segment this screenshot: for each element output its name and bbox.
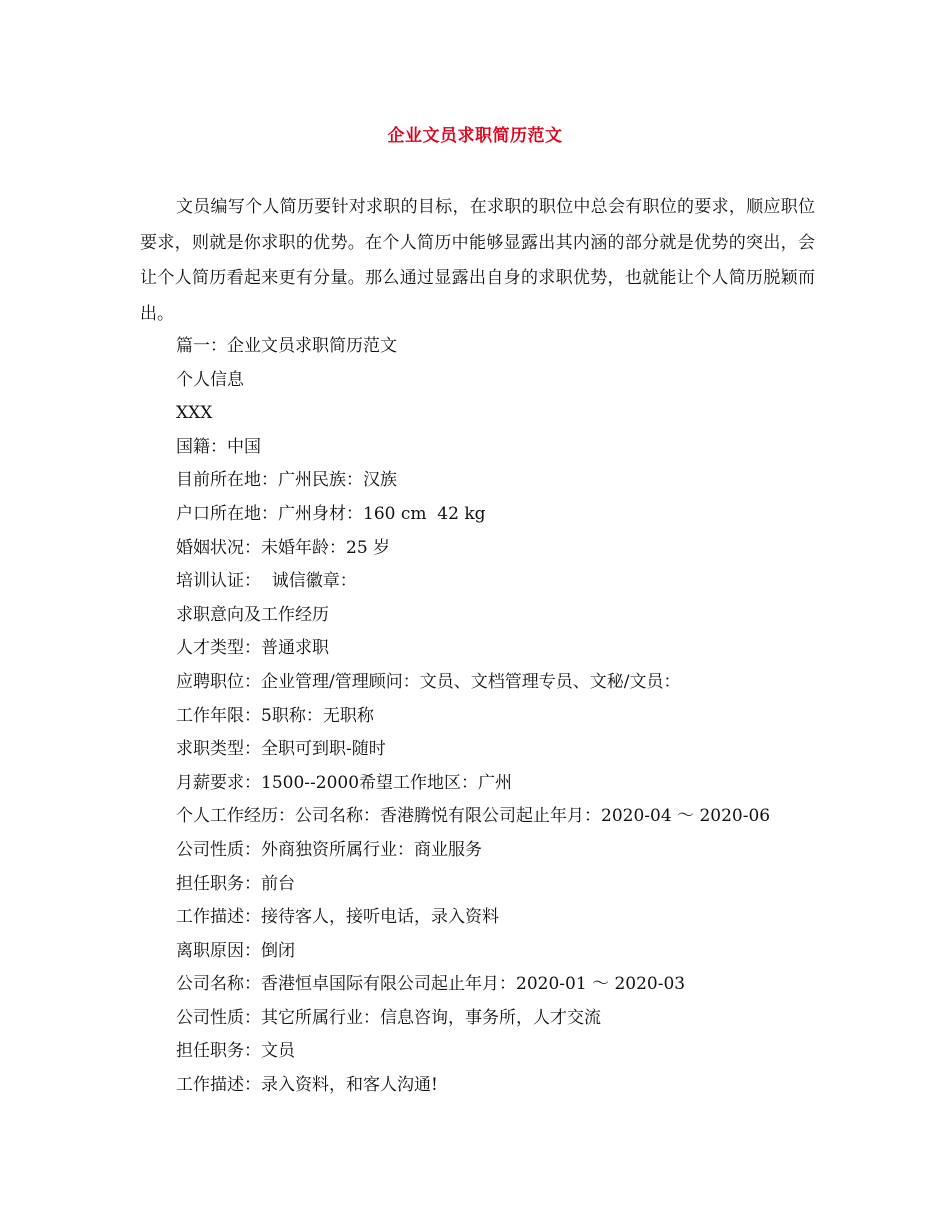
- line-role-2: 担任职务：文员: [176, 1041, 295, 1062]
- line-description-1: 工作描述：接待客人，接听电话，录入资料: [176, 907, 499, 928]
- line-nationality: 国籍：中国: [176, 436, 261, 457]
- line-salary-region: 月薪要求：1500--2000希望工作地区：广州: [176, 772, 513, 793]
- line-position-applied: 应聘职位：企业管理/管理顾问：文员、文档管理专员、文秘/文员：: [176, 671, 681, 692]
- line-location-ethnicity: 目前所在地：广州民族：汉族: [176, 470, 397, 491]
- line-company-nature-1: 公司性质：外商独资所属行业：商业服务: [176, 839, 482, 860]
- line-talent-type: 人才类型：普通求职: [176, 638, 329, 659]
- line-work-history-1: 个人工作经历：公司名称：香港腾悦有限公司起止年月：2020-04 ～ 2020-06: [176, 806, 771, 827]
- intro-paragraph: 文员编写个人简历要针对求职的目标，在求职的职位中总会有职位的要求，顺应职位要求，则就是你求职的优势。在个人简历中能够显露出其内涵的部分就是优势的突出，会让个人简历看起来更有分量。那么通过显露出自身的求职优势，也就能让个人简历脱颖而出。: [140, 197, 815, 324]
- line-certification: 培训认证： 诚信徽章：: [176, 571, 357, 592]
- resume-lines: [176, 330, 836, 1103]
- line-leave-reason-1: 离职原因：倒闭: [176, 940, 295, 961]
- line-role-1: 担任职务：前台: [176, 873, 295, 894]
- line-job-type: 求职类型：全职可到职-随时: [176, 739, 386, 760]
- section-heading-personal-info: 个人信息: [176, 369, 244, 390]
- document-title: 企业文员求职简历范文: [387, 126, 563, 146]
- line-description-2: 工作描述：录入资料，和客人沟通!: [176, 1075, 438, 1096]
- line-name: XXX: [176, 403, 213, 424]
- line-company-nature-2: 公司性质：其它所属行业：信息咨询，事务所，人才交流: [176, 1007, 601, 1028]
- line-company-2: 公司名称：香港恒卓国际有限公司起止年月：2020-01 ～ 2020-03: [176, 974, 686, 995]
- line-marital-age: 婚姻状况：未婚年龄：25 岁: [176, 537, 391, 558]
- section-heading-job-intent: 求职意向及工作经历: [176, 604, 329, 625]
- section-heading-piece-one: 篇一：企业文员求职简历范文: [176, 336, 397, 356]
- line-work-years-title: 工作年限：5职称：无职称: [176, 705, 374, 726]
- line-household-physique: 户口所在地：广州身材：160 cm 42 kg: [176, 503, 486, 524]
